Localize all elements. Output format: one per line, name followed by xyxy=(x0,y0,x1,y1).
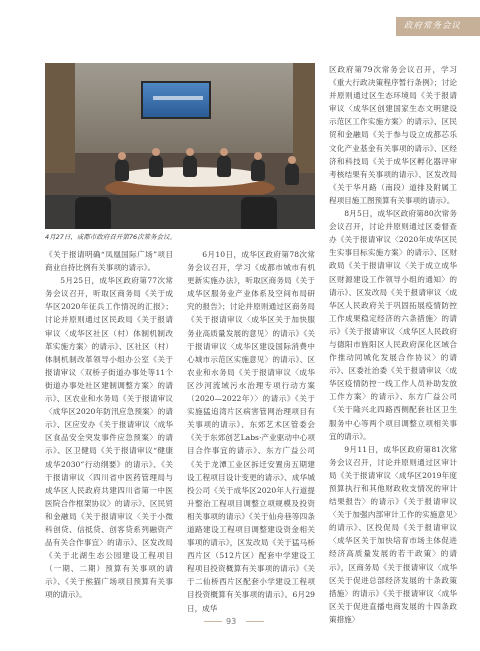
attendee xyxy=(115,159,129,181)
photo-caption: 4月27日，成都市政府召开第76次常务会议。 xyxy=(45,233,177,241)
section-tag-label: 政府常务会议 xyxy=(404,21,462,31)
attendee xyxy=(183,155,197,177)
paragraph: 5月25日，成华区政府第77次常务会议召开，听取区商务局《关于成华区2020年征兵工作情况的汇报》；讨论并原则通过区民政局《关于报请审议〈成华区社区（村）体制机制改革实施方案〉的请示》、区社区（村）体制机制改革领导小组办公室《关于报请审议〈双桥子街道办事处等11个街道办事处社区建制调整方案〉的请示》、区农业和水务局《关于报请审议〈成华区2020年防汛应急预案〉的请示》、区应安办《关于报请审议〈成华区食品安全突发事件应急预案〉的请示》、区卫健局《关于报请审议“健康成华2030”行动纲要》的请示》、《关于报请审议〈四川省中医药管理局与成华区人民政府共建四川省第一中医医院合作框架协议〉的请示》、区民贸和金融局《关于报请审议〈关于小微科创贷、信抵贷、创客贷系列融资产品有关合作事宜〉的请示》、区发改局《关于北湖生态公园建设工程项目（一期、二期）预算有关事项的请示》、《关于熊猫广场项目预算有关事项的请示》。 xyxy=(45,276,173,600)
meeting-photo xyxy=(45,63,315,229)
text-column-2 xyxy=(187,248,315,615)
paragraph: 8月5日，成华区政府第80次常务会议召开，讨论并原则通过区委督查办《关于报请审议〈2020年成华区民生实事目标实施方案〉的请示》、区财政局《关于报请审议〈关于成立成华区财源建设工作领导小组的通知〉的请示》、区发改局《关于报请审议〈成华区人民政府关于巩固拓展疫情防控工作成果稳定经济的六条措施〉的请示》《关于报请审议〈成华区人民政府与德阳市旌阳区人民政府深化区域合作推动同城化发展合作协议〉的请示》、区委社治委《关于报请审议〈成华区疫情防控一线工作人员补助发放工作方案〉的请示》、东方广益公司《关于隆兴北四路西侧配套社区卫生服务中心等两个项目调整立项相关事宜的请示》。 xyxy=(329,209,457,441)
section-tag xyxy=(396,17,480,36)
paragraph: 区政府第79次常务会议召开，学习《重大行政决策程序暂行条例》；讨论并原则通过区生态环境局《关于报请审议〈成华区创建国家生态文明建设示范区工作实施方案〉的请示》、区民贸和金融局《关于参与设立成都芯乐文化产业基金有关事项的请示》、区经济和科技局《关于成华区孵化器评审考核结果有关事项的请示》、区发改局《关于华月路（南段）道排及附属工程项目施工图预算有关事项的请示》。 xyxy=(329,65,457,205)
attendee xyxy=(251,159,265,181)
paragraph: 6月10日，成华区政府第78次常务会议召开，学习《成都市城市有机更新实施办法》，听取区商务局《关于成华区服务业产业体系及空间布局研究的报告》；讨论并原则通过区商务局《关于报请审议〈成华区关于加快服务业高质量发展的意见〉的请示》《关于报请审议〈成华区建设国际消费中心城市示范区实施意见〉的请示》、区农业和水务局《关于报请审议〈成华区沙河流域污水治理专项行动方案（2020—2022年）〉的请示》《关于实施猛追湾片区病害管网治理项目有关事项的请示》、东郊艺术区管委会《关于东郊创艺Labs·产业驱动中心项目合作事宜的请示》、东方广益公司《关于龙潭工业区拆迁安置房五期建设工程项目设计变更的请示》、成华城投公司《关于成华区2020年人行道提升整治工程项目调整立项规模及投资相关事项的请示》《关于仙舟巷等四条道路建设工程项目调整建设资金相关事项的请示》，区发改局《关于猛马桥西片区（512片区）配套中学建设工程项目投资概算有关事项的请示》《关于二仙桥西片区配套小学建设工程项目投资概算有关事项的请示》。6月29日，成华 xyxy=(187,250,315,613)
attendee xyxy=(285,163,299,185)
paragraph: 9月11日，成华区政府第81次常务会议召开，讨论并原则通过区审计局《关于报请审议〈成华区2019年度预算执行和其他财政收支情况的审计结果报告〉的请示》《关于报请审议〈关于加强内部审计工作的实施意见〉的请示》、区投促局《关于报请审议〈成华区关于加快培育市场主体促进经济高质量发展的若干政策〉的请示》，区商务局《关于报请审议〈成华区关于促进总部经济发展的十条政策措施〉的请示》《关于报请审议〈成华区关于促进直播电商发展的十四条政策措施〉 xyxy=(329,444,457,624)
page-number-rule xyxy=(246,621,264,622)
page-header xyxy=(0,0,480,42)
page-number: 93 xyxy=(226,617,237,626)
text-column-1 xyxy=(45,248,173,602)
attendee xyxy=(149,155,163,177)
page-number-rule xyxy=(204,621,222,622)
projection-screen xyxy=(141,81,211,119)
paragraph: 《关于报请明确“凤凰国际广场”项目商业自持比例有关事项的请示》。 xyxy=(45,250,173,273)
text-column-3 xyxy=(329,63,457,626)
attendee xyxy=(217,155,231,177)
